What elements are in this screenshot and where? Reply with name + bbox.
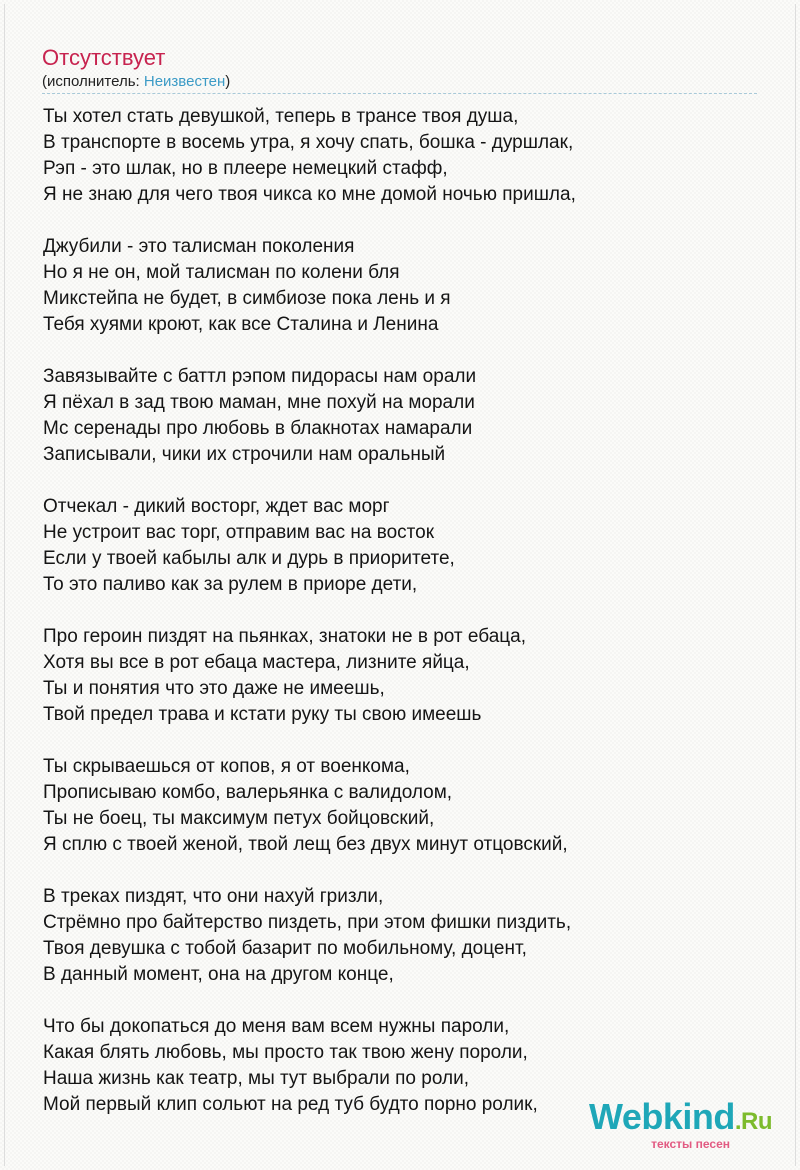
lyric-line: Джубили - это талисман поколения — [43, 236, 355, 257]
lyrics-verse — [43, 234, 763, 338]
lyric-line: Завязывайте с баттл рэпом пидорасы нам орали — [43, 366, 477, 387]
artist-line — [42, 73, 230, 91]
lyric-line: Ты не боец, ты максимум петух бойцовский, — [43, 808, 435, 829]
lyric-line: Ты скрываешься от копов, я от военкома, — [43, 756, 410, 777]
lyric-line: Стрёмно про байтерство пиздеть, при этом фишки пиздить, — [43, 912, 572, 933]
lyric-line: В транспорте в восемь утра, я хочу спать, бошка - дуршлак, — [43, 132, 574, 153]
logo-tagline: тексты песен — [651, 1137, 730, 1151]
lyric-line: Записывали, чики их строчили нам оральный — [43, 444, 446, 465]
lyric-line: Микстейпа не будет, в симбиозе пока лень и я — [43, 288, 451, 309]
lyric-line: Мой первый клип сольют на ред туб будто порно ролик, — [43, 1094, 538, 1115]
lyric-line: Ты хотел стать девушкой, теперь в трансе твоя душа, — [43, 106, 519, 127]
site-logo-watermark — [588, 1096, 772, 1151]
lyric-line: Рэп - это шлак, но в плеере немецкий стафф, — [43, 158, 448, 179]
lyric-line: Мс серенады про любовь в блакнотах намарали — [43, 418, 473, 439]
lyric-line: Я пёхал в зад твою маман, мне похуй на морали — [43, 392, 475, 413]
lyric-line: Твой предел трава и кстати руку ты свою имеешь — [43, 704, 482, 725]
artist-prefix: (исполнитель: — [42, 73, 144, 90]
lyric-line: Отчекал - дикий восторг, ждет вас морг — [43, 496, 390, 517]
logo-wordmark — [588, 1096, 772, 1140]
lyric-line: Не устроит вас торг, отправим вас на восток — [43, 522, 435, 543]
lyric-line: В данный момент, она на другом конце, — [43, 964, 394, 985]
logo-site-tld: .Ru — [734, 1108, 772, 1135]
lyric-line: Если у твоей кабылы алк и дурь в приоритете, — [43, 548, 455, 569]
logo-site-name: Webkind — [588, 1096, 735, 1137]
lyrics-verse — [43, 364, 763, 468]
lyric-line: Какая блять любовь, мы просто так твою жену пороли, — [43, 1042, 528, 1063]
lyric-line: Что бы докопаться до меня вам всем нужны пароли, — [43, 1016, 510, 1037]
title-divider — [42, 93, 757, 94]
lyric-line: Наша жизнь как театр, мы тут выбрали по роли, — [43, 1068, 469, 1089]
artist-suffix: ) — [225, 73, 231, 90]
lyrics-verse — [43, 884, 763, 988]
lyrics-verse — [43, 494, 763, 598]
lyrics-verse — [43, 754, 763, 858]
lyrics-verse — [43, 624, 763, 728]
artist-link[interactable]: Неизвестен — [143, 73, 226, 90]
lyrics-body — [43, 104, 763, 1144]
lyric-line: Про героин пиздят на пьянках, знатоки не в рот ебаца, — [43, 626, 526, 647]
lyric-line: Твоя девушка с тобой базарит по мобильному, доцент, — [43, 938, 527, 959]
lyric-line: То это паливо как за рулем в приоре дети, — [43, 574, 418, 595]
lyric-line: В треках пиздят, что они нахуй гризли, — [43, 886, 384, 907]
lyrics-verse — [43, 104, 763, 208]
lyric-line: Прописываю комбо, валерьянка с валидолом, — [43, 782, 453, 803]
lyric-line: Ты и понятия что это даже не имеешь, — [43, 678, 385, 699]
song-title: Отсутствует — [42, 45, 166, 70]
lyric-line: Хотя вы все в рот ебаца мастера, лизните яйца, — [43, 652, 470, 673]
lyric-line: Я сплю с твоей женой, твой лещ без двух минут отцовский, — [43, 834, 568, 855]
lyric-line: Но я не он, мой талисман по колени бля — [43, 262, 400, 283]
lyric-line: Я не знаю для чего твоя чикса ко мне домой ночью пришла, — [43, 184, 576, 205]
lyric-line: Тебя хуями кроют, как все Сталина и Ленина — [43, 314, 439, 335]
